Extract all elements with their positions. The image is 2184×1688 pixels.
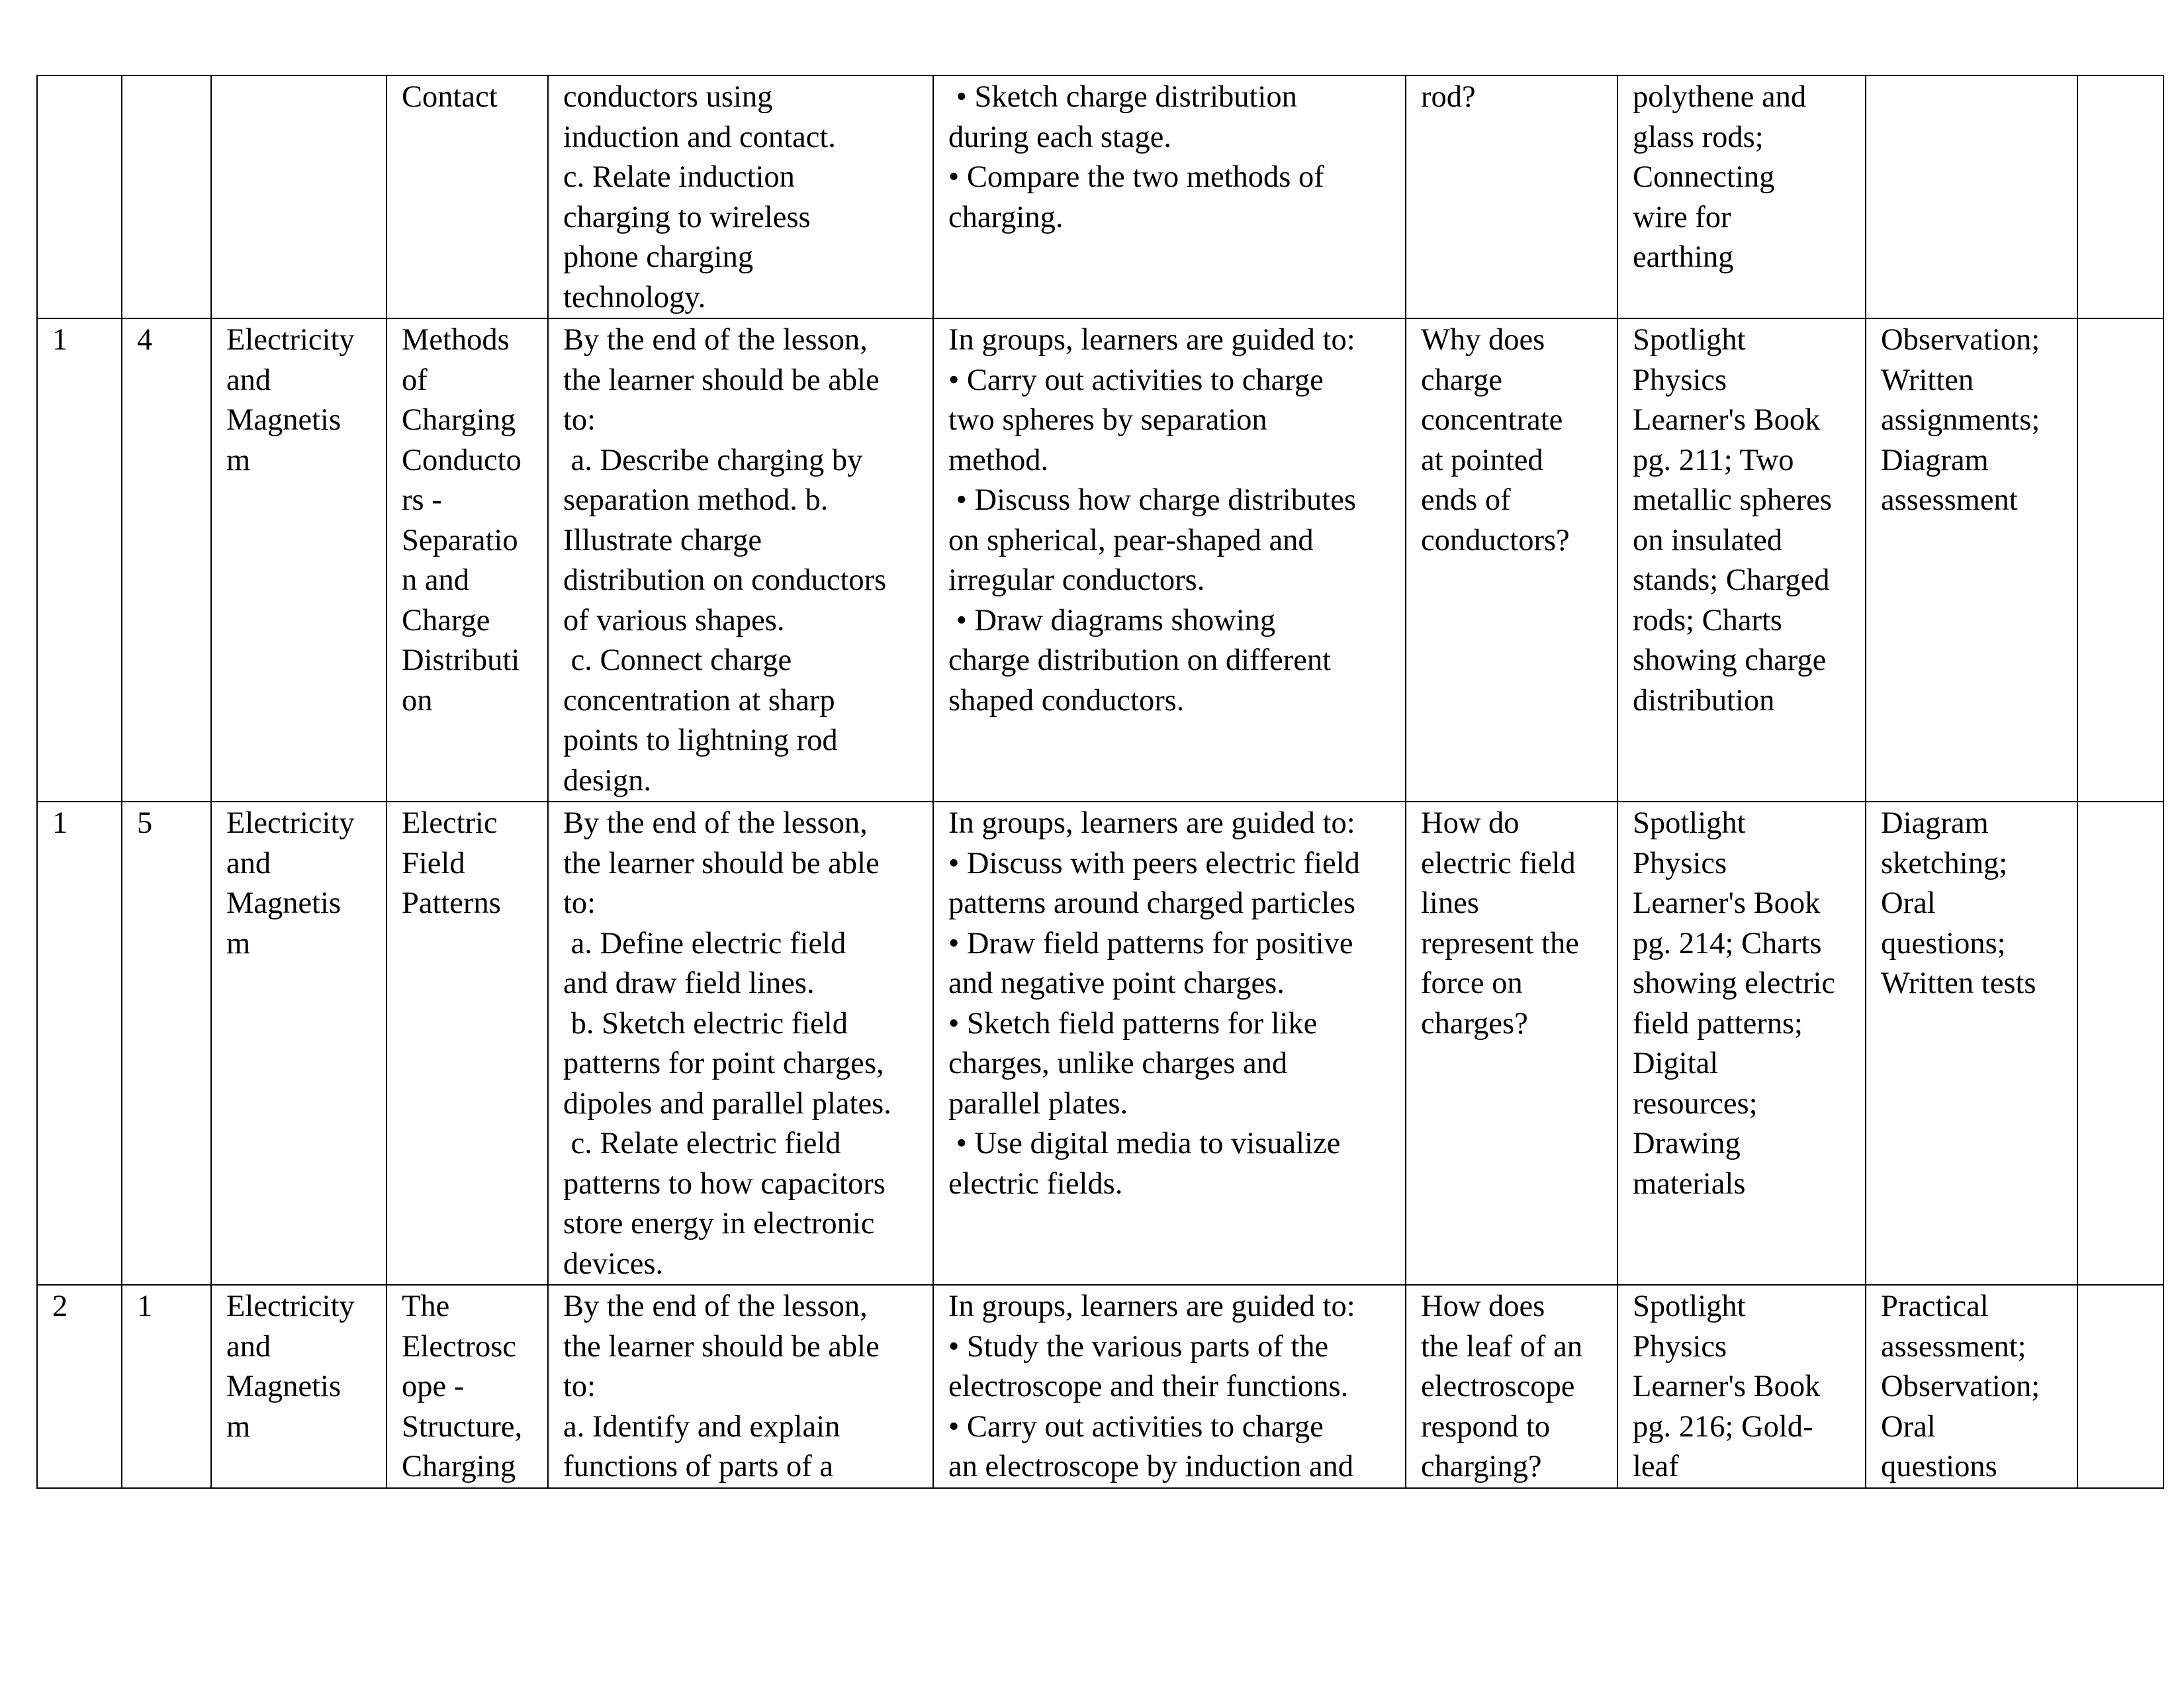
learning-resources-cell: Spotlight Physics Learner's Book pg. 211; Two metallic spheres on insulated stands; Charged rods; Charts showing charge distribution [1617, 318, 1866, 802]
sub-strand-cell: Electric Field Patterns [387, 802, 548, 1285]
learning-outcomes-cell: By the end of the lesson, the learner should be able to: a. Identify and explain functions of parts of a [548, 1285, 933, 1488]
lesson-cell: 5 [122, 802, 211, 1285]
strand-cell [211, 75, 387, 318]
learning-resources-cell: Spotlight Physics Learner's Book pg. 216; Gold- leaf [1617, 1285, 1866, 1488]
scheme-of-work-table [36, 75, 2164, 1489]
lesson-cell: 1 [122, 1285, 211, 1488]
learning-outcomes-cell: By the end of the lesson, the learner should be able to: a. Define electric field and draw field lines. b. Sketch electric field patterns for point charges, dipoles and parallel plates. c. Relate electric field patterns to how capacitors store energy in electronic devices. [548, 802, 933, 1285]
strand-cell: Electricity and Magnetis m [211, 318, 387, 802]
strand-cell: Electricity and Magnetis m [211, 802, 387, 1285]
remarks-cell [2077, 318, 2163, 802]
sub-strand-cell: Methods of Charging Conducto rs - Separatio n and Charge Distributi on [387, 318, 548, 802]
week-cell: 1 [37, 802, 122, 1285]
key-inquiry-cell: rod? [1406, 75, 1617, 318]
key-inquiry-cell: How do electric field lines represent the force on charges? [1406, 802, 1617, 1285]
learning-outcomes-cell: By the end of the lesson, the learner should be able to: a. Describe charging by separation method. b. Illustrate charge distribution on conductors of various shapes. c. Connect charge concentration at sharp points to lightning rod design. [548, 318, 933, 802]
learning-experiences-cell: • Sketch charge distribution during each stage. • Compare the two methods of charging. [933, 75, 1406, 318]
lesson-cell [122, 75, 211, 318]
key-inquiry-cell: Why does charge concentrate at pointed ends of conductors? [1406, 318, 1617, 802]
learning-resources-cell: Spotlight Physics Learner's Book pg. 214; Charts showing electric field patterns; Digital resources; Drawing materials [1617, 802, 1866, 1285]
week-cell: 1 [37, 318, 122, 802]
sub-strand-cell: The Electrosc ope - Structure, Charging [387, 1285, 548, 1488]
lesson-cell: 4 [122, 318, 211, 802]
table-row [37, 1285, 2163, 1488]
assessment-cell: Practical assessment; Observation; Oral questions [1866, 1285, 2077, 1488]
week-cell [37, 75, 122, 318]
remarks-cell [2077, 75, 2163, 318]
learning-experiences-cell: In groups, learners are guided to: • Study the various parts of the electroscope and their functions. • Carry out activities to charge an electroscope by induction and [933, 1285, 1406, 1488]
remarks-cell [2077, 1285, 2163, 1488]
sub-strand-cell: Contact [387, 75, 548, 318]
table-row [37, 802, 2163, 1285]
assessment-cell [1866, 75, 2077, 318]
assessment-cell: Observation; Written assignments; Diagram assessment [1866, 318, 2077, 802]
remarks-cell [2077, 802, 2163, 1285]
assessment-cell: Diagram sketching; Oral questions; Written tests [1866, 802, 2077, 1285]
learning-experiences-cell: In groups, learners are guided to: • Carry out activities to charge two spheres by separation method. • Discuss how charge distributes on spherical, pear-shaped and irregular conductors. • Draw diagrams showing charge distribution on different shaped conductors. [933, 318, 1406, 802]
learning-outcomes-cell: conductors using induction and contact. c. Relate induction charging to wireless phone charging technology. [548, 75, 933, 318]
key-inquiry-cell: How does the leaf of an electroscope respond to charging? [1406, 1285, 1617, 1488]
table-row [37, 318, 2163, 802]
strand-cell: Electricity and Magnetis m [211, 1285, 387, 1488]
learning-resources-cell: polythene and glass rods; Connecting wire for earthing [1617, 75, 1866, 318]
table-row [37, 75, 2163, 318]
learning-experiences-cell: In groups, learners are guided to: • Discuss with peers electric field patterns around charged particles • Draw field patterns for positive and negative point charges. • Sketch field patterns for like charges, unlike charges and parallel plates. • Use digital media to visualize electric fields. [933, 802, 1406, 1285]
week-cell: 2 [37, 1285, 122, 1488]
